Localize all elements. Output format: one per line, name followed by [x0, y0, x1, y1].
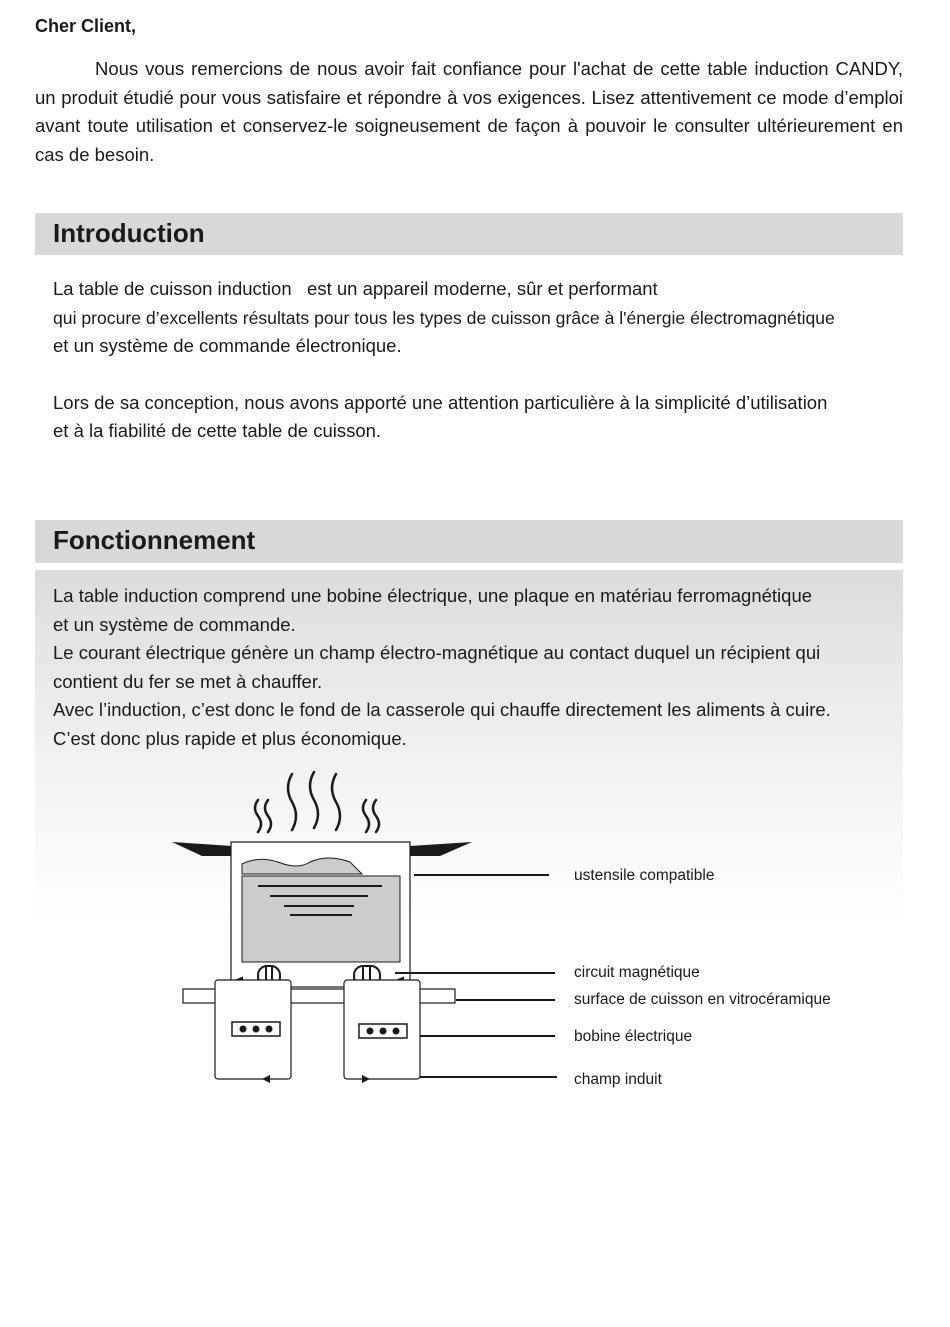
label-electric-coil: bobine électrique [574, 1028, 693, 1045]
fonctionnement-line: Le courant électrique génère un champ électro-magnétique au contact duquel un récipient qui [53, 642, 821, 663]
fonctionnement-line: contient du fer se met à chauffer. [53, 670, 323, 692]
label-induced-field: champ induit [574, 1071, 662, 1088]
fonctionnement-line: La table induction comprend une bobine électrique, une plaque en matériau ferromagnétique [53, 585, 813, 606]
introduction-line: La table de cuisson induction est un appareil moderne, sûr et performant [53, 278, 658, 299]
intro-paragraph [35, 55, 903, 169]
label-magnetic-circuit: circuit magnétique [574, 964, 700, 981]
introduction-line: Lors de sa conception, nous avons apporté une attention particulière à la simplicité d’utilisation [53, 391, 828, 413]
section-title-introduction: Introduction [53, 218, 205, 248]
paragraph-gap [53, 361, 913, 389]
introduction-line: et à la fiabilité de cette table de cuisson. [53, 420, 382, 441]
section-header-fonctionnement [35, 520, 903, 563]
introduction-line: qui procure d’excellents résultats pour tous les types de cuisson grâce à l'énergie électromagnétique [53, 307, 835, 328]
fonctionnement-body [53, 582, 913, 753]
fonctionnement-line: C’est donc plus rapide et plus économique. [53, 727, 407, 749]
label-ceramic-surface: surface de cuisson en vitrocéramique [574, 991, 831, 1008]
induction-diagram [0, 760, 950, 1100]
section-header-introduction [35, 213, 903, 255]
pan-icon [172, 842, 472, 987]
section-title-fonctionnement: Fonctionnement [53, 525, 256, 555]
introduction-line: et un système de commande électronique. [53, 335, 402, 356]
fonctionnement-line: Avec l’induction, c’est donc le fond de la casserole qui chauffe directement les aliments à cuire. [53, 699, 831, 720]
introduction-body [53, 275, 913, 446]
label-compatible-utensil: ustensile compatible [574, 867, 715, 884]
greeting: Cher Client, [35, 16, 137, 36]
steam-icon [255, 772, 379, 832]
intro-paragraph-text: Nous vous remercions de nous avoir fait confiance pour l'achat de cette table induction CANDY, un produit étudié pour vous satisfaire et répondre à vos exigences. Lisez attentivement ce mode d’emploi avant toute utilisation et conservez-le soigneusement de façon à pouvoir le consulter ultérieurement en cas de besoin. [35, 58, 903, 165]
fonctionnement-line: et un système de commande. [53, 613, 296, 635]
